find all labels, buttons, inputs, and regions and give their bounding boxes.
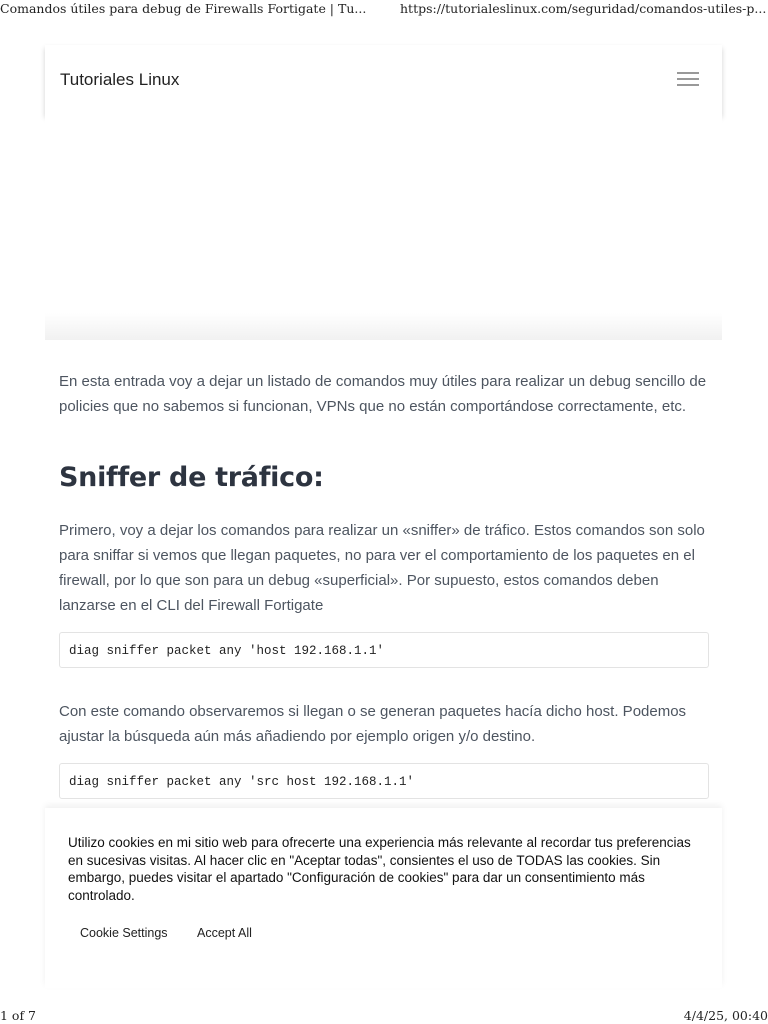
cookie-settings-button[interactable]: Cookie Settings	[80, 926, 168, 940]
code-block[interactable]: diag sniffer packet any 'host 192.168.1.1'	[59, 632, 709, 668]
cookie-consent-text: Utilizo cookies en mi sitio web para ofrecerte una experiencia más relevante al recordar tus preferencias en sucesivas visitas. Al hacer clic en "Aceptar todas", consientes el uso de TODAS las cookies. Sin embargo, puedes visitar el apartado "Configuración de cookies" para dar un consentimiento más controlado.	[68, 835, 691, 903]
print-header	[0, 0, 768, 18]
hamburger-menu-icon[interactable]	[677, 71, 699, 89]
print-datetime: 4/4/25, 00:40	[683, 1008, 768, 1023]
sniffer-paragraph: Primero, voy a dejar los comandos para realizar un «sniffer» de tráfico. Estos comandos son solo para sniffar si vemos que llegan paquetes, no para ver el comportamiento de los paquetes en el firewall, por lo que son para un debug «superficial». Por supuesto, estos comandos deben lanzarse en el CLI del Firewall Fortigate	[59, 522, 705, 614]
cookie-consent-banner	[45, 808, 722, 988]
code-block[interactable]: diag sniffer packet any 'src host 192.168.1.1'	[59, 763, 709, 799]
print-page-number: 1 of 7	[0, 1008, 37, 1023]
intro-paragraph: En esta entrada voy a dejar un listado de comandos muy útiles para realizar un debug sencillo de policies que no sabemos si funcionan, VPNs que no están comportándose correctamente, etc.	[59, 373, 707, 415]
section-heading: Sniffer de tráfico:	[59, 462, 324, 493]
print-page-url: https://tutorialeslinux.com/seguridad/comandos-utiles-p...	[400, 1, 767, 16]
observe-paragraph: Con este comando observaremos si llegan o se generan paquetes hacía dicho host. Podemos ajustar la búsqueda aún más añadiendo por ejemplo origen y/o destino.	[59, 703, 687, 745]
ad-placeholder	[45, 115, 722, 340]
site-header	[45, 45, 722, 115]
site-title-link[interactable]: Tutoriales Linux	[60, 70, 180, 89]
accept-all-button[interactable]: Accept All	[197, 926, 252, 940]
print-page-title: Comandos útiles para debug de Firewalls Fortigate | Tu...	[0, 1, 367, 16]
